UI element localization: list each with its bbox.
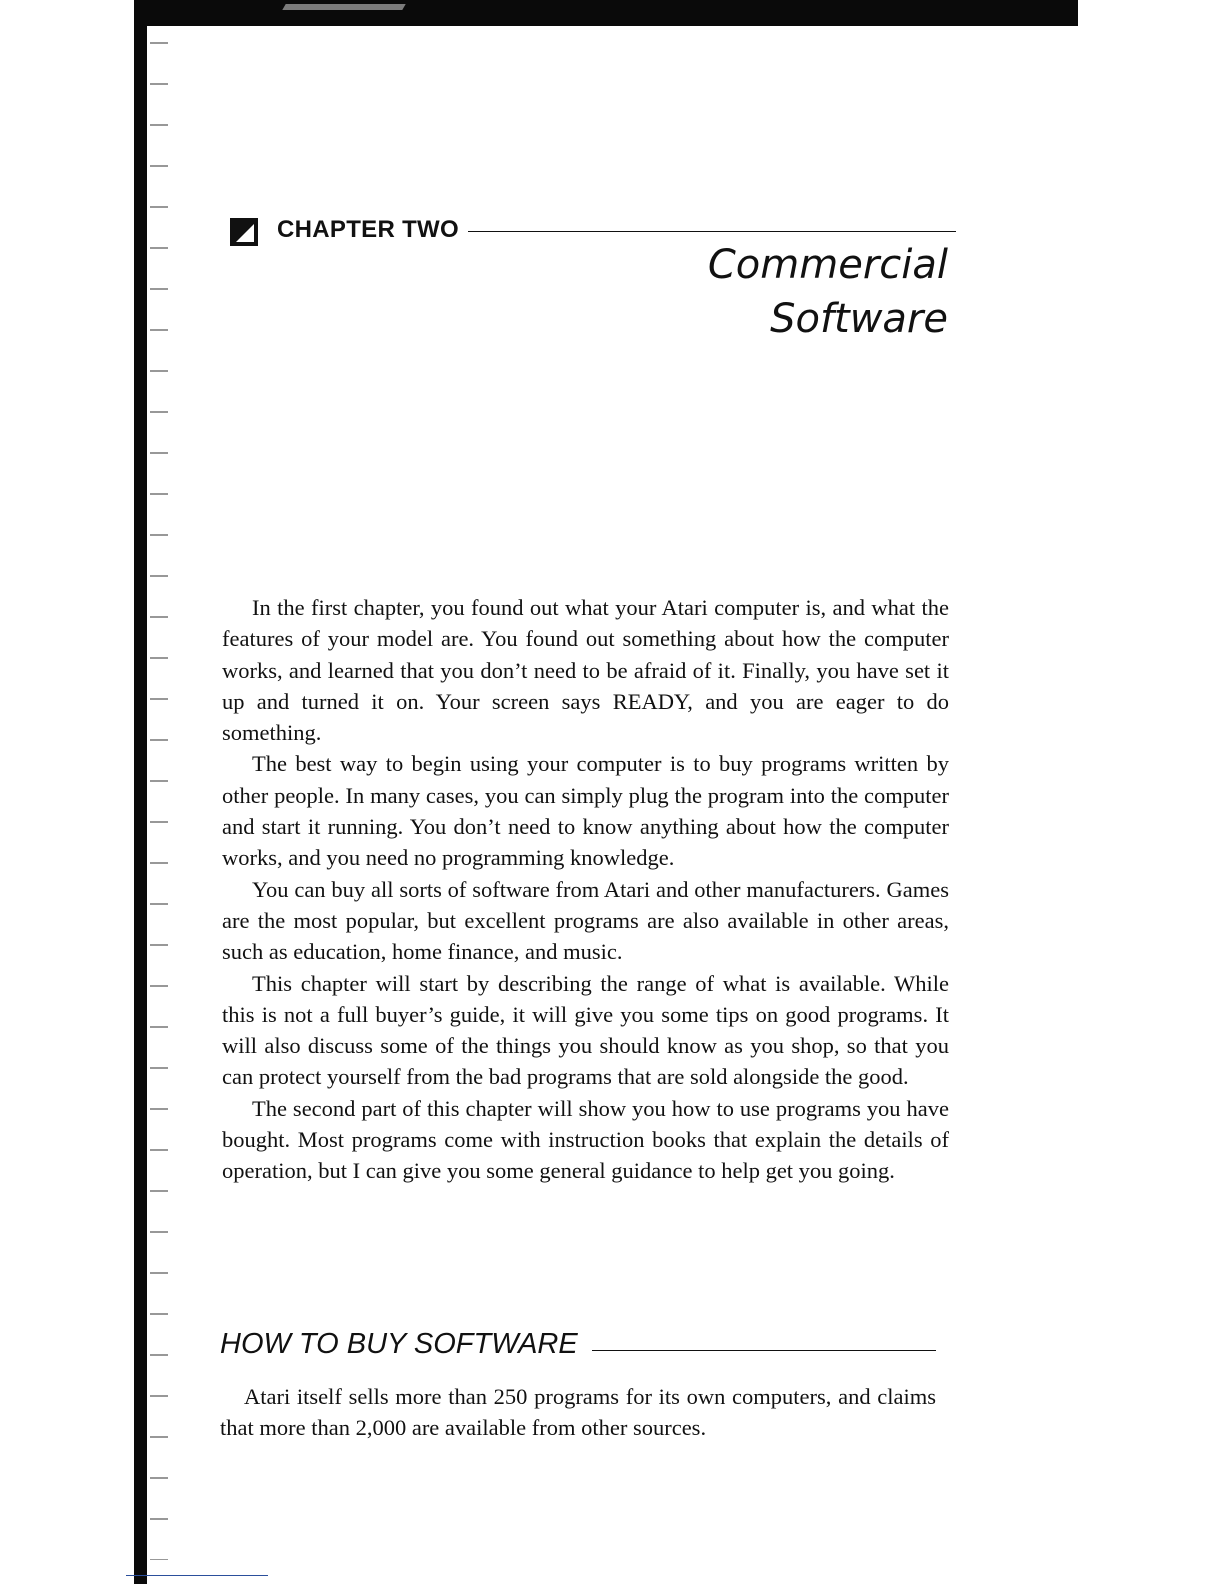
scan-top-band xyxy=(134,0,1078,26)
chapter-body xyxy=(222,592,949,1187)
section-body xyxy=(220,1381,936,1444)
chapter-rule xyxy=(468,231,956,232)
scan-spine-edge xyxy=(134,0,147,1584)
chapter-label: CHAPTER TWO xyxy=(277,216,459,243)
section-heading xyxy=(220,1324,936,1364)
chapter-title-line-1: Commercial xyxy=(707,242,948,288)
scan-bottom-line xyxy=(126,1575,268,1576)
body-paragraph-3: You can buy all sorts of software from Atari and other manufacturers. Games are the most popular, but excellent programs are also available in other areas, such as education, home finance, and music. xyxy=(222,876,949,965)
chapter-title xyxy=(708,238,948,346)
body-paragraph-5: The second part of this chapter will show you how to use programs you have bought. Most programs come with instruction books that explain the details of operation, but I can give you some general guidance to help get you going. xyxy=(222,1095,949,1184)
body-paragraph-2: The best way to begin using your computer is to buy programs written by other people. In many cases, you can simply plug the program into the computer and start it running. You don’t need to know anything about how the computer works, and you need no programming knowledge. xyxy=(222,751,949,871)
section-rule xyxy=(592,1350,936,1351)
chapter-marker-icon xyxy=(230,218,258,246)
section-title: HOW TO BUY SOFTWARE xyxy=(220,1328,578,1360)
body-paragraph-1: In the first chapter, you found out what your Atari computer is, and what the features of your model are. You found out something about how the computer works, and learned that you don’t need to be afraid of it. Finally, you have set it up and turned it on. Your screen says READY, and you are eager to do something. xyxy=(222,595,949,746)
scan-spine-specks xyxy=(150,20,168,1560)
section-paragraph-1: Atari itself sells more than 250 programs for its own computers, and claims that more than 2,000 are available from other sources. xyxy=(220,1384,936,1441)
body-paragraph-4: This chapter will start by describing the range of what is available. While this is not a full buyer’s guide, it will give you some tips on good programs. It will also discuss some of the things you should know as you shop, so that you can protect yourself from the bad programs that are sold alongside the good. xyxy=(222,970,949,1090)
chapter-title-line-2: Software xyxy=(770,296,948,342)
